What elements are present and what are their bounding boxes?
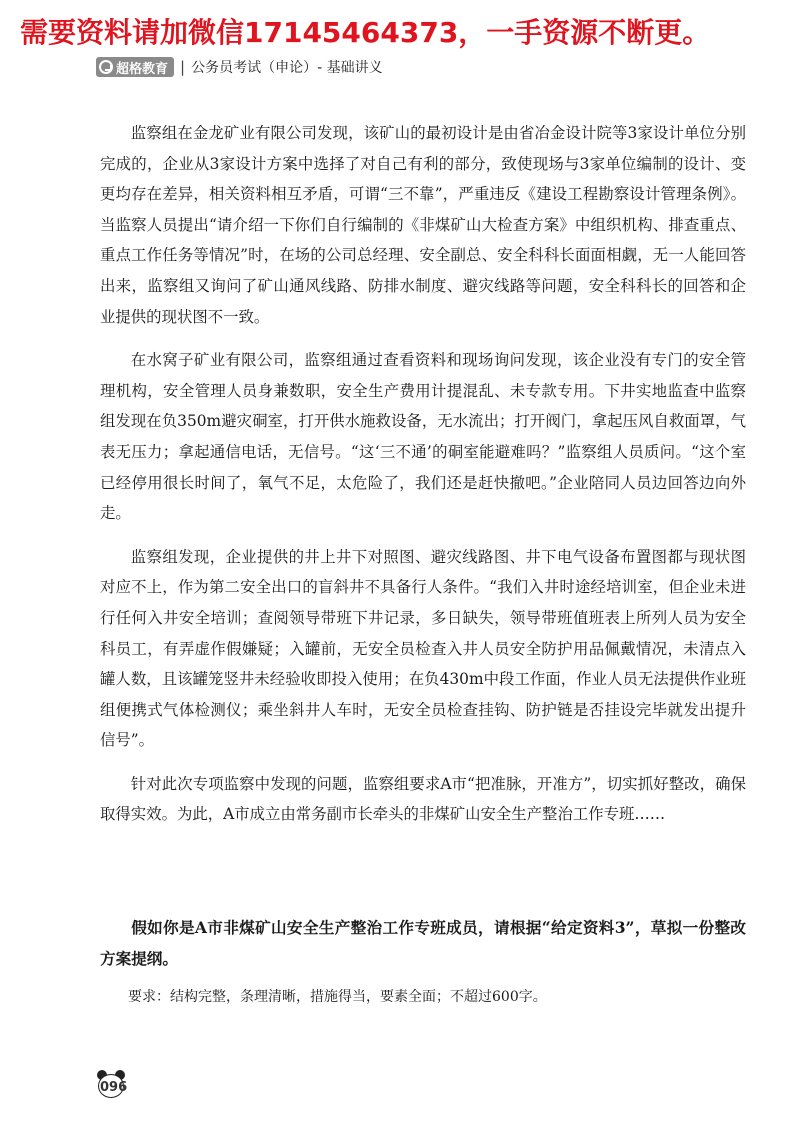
paragraph-3: 监察组发现，企业提供的井上井下对照图、避灾线路图、井下电气设备布置图都与现状图对应不上，作为第二安全出口的盲斜井不具备行人条件。“我们入井时途经培训室，但企业未进行任何入井安全培训；查阅领导带班下井记录，多日缺失，领导带班值班表上所列人员为安全科员工，有弄虚作假嫌疑；入罐前，无安全员检查入井人员安全防护用品佩戴情况，未清点入罐人数，且该罐笼竖井未经验收即投入使用；在负430m中段工作面，作业人员无法提供作业班组便携式气体检测仪；乘坐斜井人车时，无安全员检查挂钩、防护链是否挂设完毕就发出提升信号”。 <box>100 547 746 750</box>
paragraph-1: 监察组在金龙矿业有限公司发现，该矿山的最初设计是由省冶金设计院等3家设计单位分别完成的，企业从3家设计方案中选择了对自己有利的部分，致使现场与3家单位编制的设计、变更均存在差异，相关资料相互矛盾，可谓“三不靠”，严重违反《建设工程勘察设计管理条例》。当监察人员提出“请介绍一下你们自行编制的《非煤矿山大检查方案》中组织机构、排查重点、重点工作任务等情况”时，在场的公司总经理、安全副总、安全科科长面面相觑，无一人能回答出来，监察组又询问了矿山通风线路、防排水制度、避灾线路等问题，安全科科长的回答和企业提供的现状图不一致。 <box>100 124 746 326</box>
question-prompt: 假如你是A市非煤矿山安全生产整治工作专班成员，请根据“给定资料3”，草拟一份整改方案提纲。 <box>100 918 746 968</box>
header-separator: | <box>180 58 186 76</box>
paragraph-4: 针对此次专项监察中发现的问题，监察组要求A市“把准脉，开准方”，切实抓好整改，确保取得实效。为此，A市成立由常务副市长牵头的非煤矿山安全生产整治工作专班…… <box>100 774 746 824</box>
page-number: 096 <box>100 1079 128 1095</box>
watermark-banner: 需要资料请加微信17145464373，一手资源不断更。 <box>20 16 711 49</box>
paragraph-2: 在水窝子矿业有限公司，监察组通过查看资料和现场询问发现，该企业没有专门的安全管理机构，安全管理人员身兼数职，安全生产费用计提混乱、未专款专用。下井实地监查中监察组发现在负350m避灾硐室，打开供水施救设备，无水流出；打开阀门，拿起压风自救面罩，气表无压力；拿起通信电话，无信号。“这‘三不通’的硐室能避难吗？”监察组人员质问。“这个室已经停用很长时间了，氧气不足，太危险了，我们还是赶快撤吧。”企业陪同人员边回答边向外走。 <box>100 351 746 523</box>
material-body <box>100 118 746 843</box>
page-footer <box>96 1070 127 1098</box>
page-header <box>96 56 383 78</box>
answer-requirement: 要求：结构完整，条理清晰，措施得当，要素全面；不超过600字。 <box>128 989 547 1005</box>
logo-text: 超格教育 <box>116 61 169 77</box>
publisher-logo <box>96 57 174 77</box>
chalk-logo-icon <box>99 60 113 74</box>
header-title: 公务员考试（申论）- 基础讲义 <box>191 60 383 76</box>
